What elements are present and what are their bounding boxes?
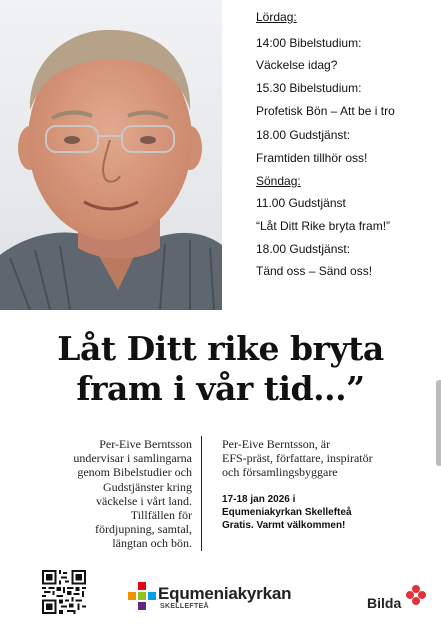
schedule-item: 18.00 Gudstjänst:	[256, 242, 351, 256]
description-right	[222, 437, 422, 531]
event-date: 17-18 jan 2026 i	[222, 494, 296, 505]
schedule-item: Tänd oss – Sänd oss!	[256, 264, 373, 278]
equmenia-name: Equmeniakyrkan	[158, 584, 292, 603]
bilda-name: Bilda	[367, 595, 402, 611]
event-location: Equmeniakyrkan Skellefteå	[222, 507, 352, 518]
schedule-item: Väckelse idag?	[256, 58, 338, 72]
schedule-item: 15.30 Bibelstudium:	[256, 81, 362, 95]
schedule-item: Profetisk Bön – Att be i tro	[256, 104, 395, 118]
qr-code-icon[interactable]	[42, 570, 86, 614]
schedule-day-saturday: Lördag:	[256, 10, 297, 24]
portrait-photo	[0, 0, 222, 310]
text-line: Per-Eive Berntsson, är	[222, 437, 331, 451]
portrait-image	[0, 0, 222, 310]
schedule-item: Framtiden tillhör oss!	[256, 151, 368, 165]
schedule-item: 18.00 Gudstjänst:	[256, 128, 351, 142]
headline-line-1: Låt Ditt rike bryta	[57, 329, 384, 368]
event-info	[222, 493, 352, 532]
text-line: Gudstjänster kring	[103, 479, 192, 494]
bilda-logo	[367, 586, 427, 616]
text-line: och församlingsbyggare	[222, 465, 338, 480]
text-line: Tillfällen för	[130, 508, 192, 523]
text-line: undervisar i samlingarna	[73, 451, 192, 466]
equmenia-subtitle: SKELLEFTEÅ	[160, 603, 209, 610]
text-line: genom Bibelstudier och	[77, 465, 192, 480]
equmenia-cross-icon	[128, 582, 156, 610]
schedule-day-sunday: Söndag:	[256, 174, 301, 188]
schedule-item: 14:00 Bibelstudium:	[256, 36, 362, 50]
text-line: Per-Eive Berntsson	[99, 437, 192, 451]
scrollbar[interactable]	[436, 380, 441, 466]
description-left	[40, 437, 192, 551]
text-line: längtan och bön.	[112, 536, 192, 551]
headline-line-2: fram i vår tid...”	[76, 369, 365, 408]
text-line: väckelse i vårt land.	[96, 493, 192, 508]
schedule-item: 11.00 Gudstjänst	[256, 196, 346, 210]
bilda-flower-icon	[405, 584, 427, 606]
column-divider	[201, 436, 202, 551]
text-line: fördjupning, samtal,	[95, 522, 192, 537]
equmeniakyrkan-logo	[128, 582, 328, 614]
schedule-item: “Låt Ditt Rike bryta fram!”	[256, 219, 391, 233]
text-line: EFS-präst, författare, inspiratör	[222, 451, 373, 466]
event-welcome: Gratis. Varmt välkommen!	[222, 520, 346, 531]
